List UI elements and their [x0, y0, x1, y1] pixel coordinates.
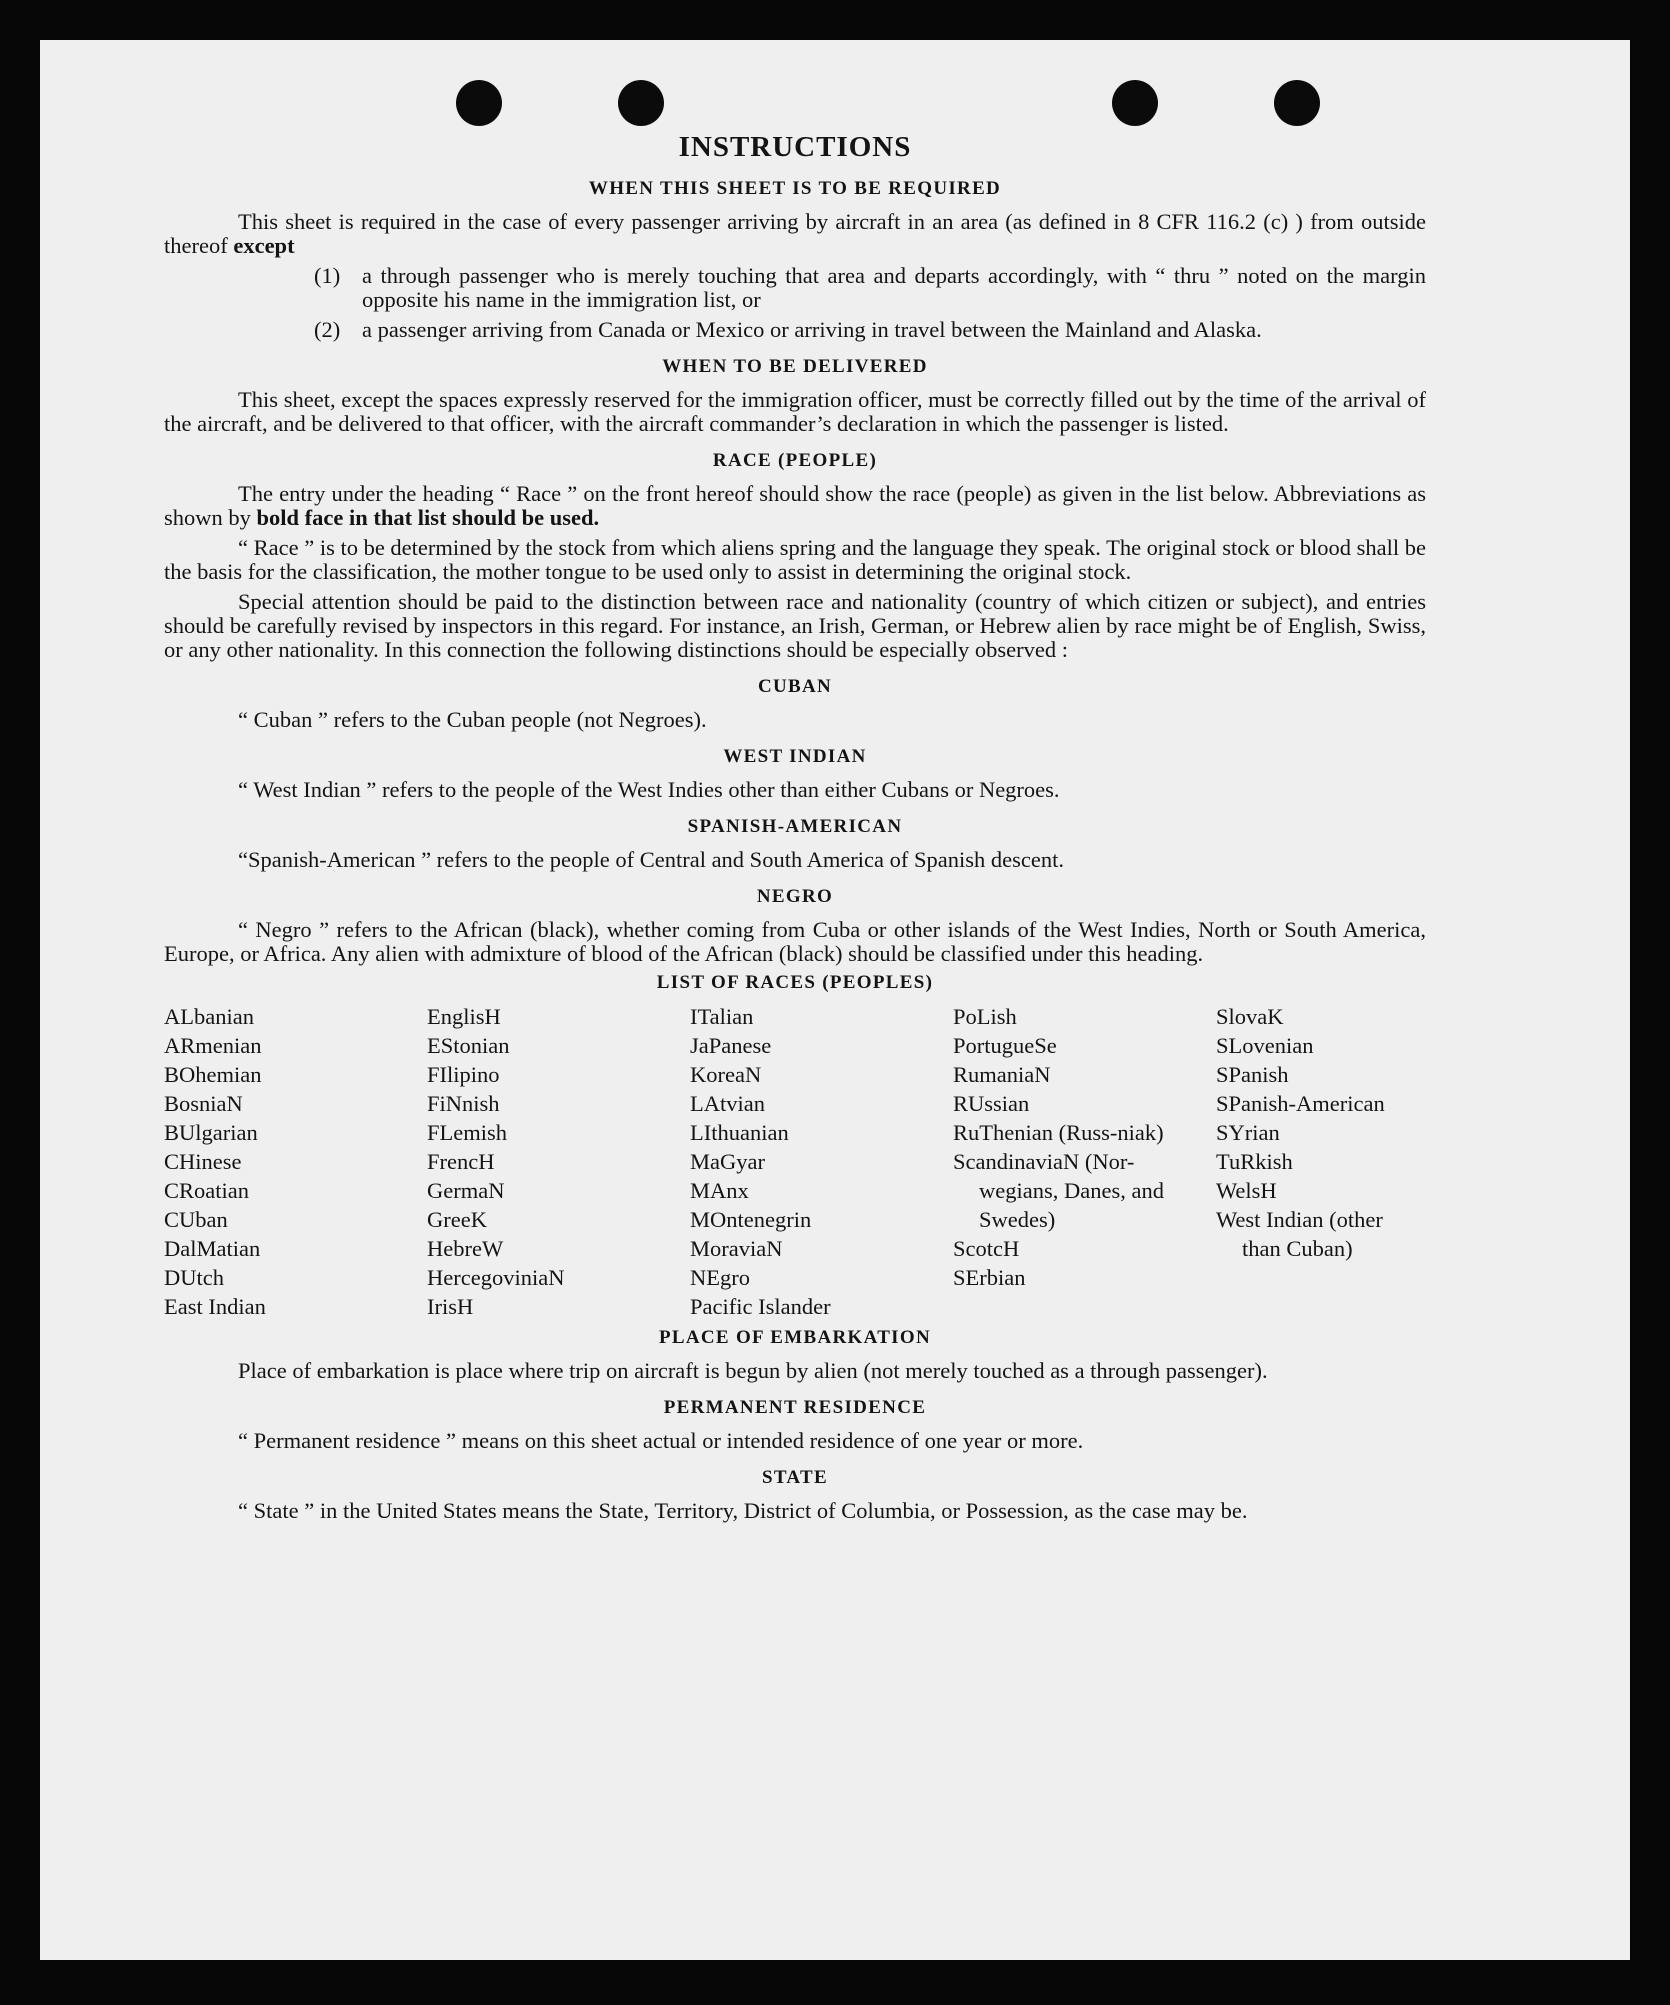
race-entry: DalMatian — [164, 1236, 261, 1261]
heading-when-delivered: WHEN TO BE DELIVERED — [662, 356, 928, 377]
paragraph-when-delivered: This sheet, except the spaces expressly reserved for the immigration officer, must be correctly filled out by the time of the arrival of the aircraft, and be delivered to that officer, with the aircraft commander’s declaration in which the passenger is listed. — [164, 387, 1426, 436]
race-entry: RuThenian (Russ-niak) — [953, 1120, 1164, 1145]
race-entry: SPanish-American — [1216, 1091, 1385, 1116]
punch-hole — [456, 80, 502, 126]
race-entry: SErbian — [953, 1265, 1026, 1290]
race-entry: DUtch — [164, 1265, 224, 1290]
paragraph-text-end: in that list should be used. — [349, 505, 600, 530]
race-entry: ALbanian — [164, 1004, 254, 1029]
item-text: a through passenger who is merely touching that area and departs accordingly, with “ thru ” noted on the margin opposite his name in the immigration list, or — [362, 263, 1426, 312]
races-column — [164, 1002, 392, 1321]
item-number: (1) — [314, 263, 341, 288]
bold-face-text: bold face — [256, 505, 344, 530]
races-column — [1216, 1002, 1426, 1321]
race-entry: East Indian — [164, 1294, 266, 1319]
paragraph-state: “ State ” in the United States means the State, Territory, District of Columbia, or Possession, as the case may be. — [238, 1498, 1248, 1523]
race-entry: MOntenegrin — [690, 1207, 812, 1232]
race-entry: MaGyar — [690, 1149, 765, 1174]
heading-list-of-races: LIST OF RACES (PEOPLES) — [656, 972, 934, 993]
document-content — [164, 130, 1426, 1529]
race-entry: ScandinaviaN (Nor-wegians, Danes, and Swedes) — [953, 1149, 1164, 1232]
list-item — [314, 318, 1426, 342]
paragraph-west-indian: “ West Indian ” refers to the people of the West Indies other than either Cubans or Negroes. — [238, 777, 1060, 802]
race-entry: FrencH — [427, 1149, 495, 1174]
paragraph-race-1 — [164, 482, 1426, 530]
race-entry: MoraviaN — [690, 1236, 783, 1261]
race-entry: ScotcH — [953, 1236, 1020, 1261]
paragraph-when-required — [164, 210, 1426, 258]
race-entry: WelsH — [1216, 1178, 1277, 1203]
punch-hole — [1112, 80, 1158, 126]
bold-except: except — [233, 233, 295, 258]
heading-west-indian: WEST INDIAN — [723, 746, 867, 767]
paragraph-race-3: Special attention should be paid to the distinction between race and nationality (country of which citizen or subject), and entries should be carefully revised by inspectors in this regard. For instance, an Irish, German, or Hebrew alien by race might be of English, Swiss, or any other nationality. In this connection the following distinctions should be especially observed : — [164, 589, 1426, 662]
heading-cuban: CUBAN — [757, 676, 833, 697]
race-entry: EStonian — [427, 1033, 510, 1058]
heading-embarkation: PLACE OF EMBARKATION — [659, 1327, 931, 1348]
paragraph-text: The entry under the heading “ Race ” on the front hereof should show the race (people) as given in the list below. Abbreviations as shown by — [164, 481, 1426, 530]
punch-hole — [618, 80, 664, 126]
race-entry: TuRkish — [1216, 1149, 1293, 1174]
race-entry: GermaN — [427, 1178, 505, 1203]
paragraph-permanent-residence: “ Permanent residence ” means on this sheet actual or intended residence of one year or more. — [238, 1428, 1084, 1453]
race-entry: PortugueSe — [953, 1033, 1057, 1058]
race-entry: SYrian — [1216, 1120, 1280, 1145]
race-entry: BUlgarian — [164, 1120, 258, 1145]
page-title: INSTRUCTIONS — [678, 131, 912, 163]
punch-hole — [1274, 80, 1320, 126]
race-entry: EnglisH — [427, 1004, 501, 1029]
heading-state: STATE — [762, 1467, 828, 1488]
race-entry: PoLish — [953, 1004, 1017, 1029]
item-text: a passenger arriving from Canada or Mexico or arriving in travel between the Mainland and Alaska. — [362, 317, 1262, 342]
race-entry: RUssian — [953, 1091, 1030, 1116]
paragraph-text: This sheet is required in the case of every passenger arriving by aircraft in an area (as defined in 8 CFR 116.2 (c) ) from outside thereof — [164, 209, 1426, 258]
race-entry: BosniaN — [164, 1091, 243, 1116]
race-entry: ARmenian — [164, 1033, 262, 1058]
heading-race: RACE (PEOPLE) — [712, 450, 878, 471]
race-entry: BOhemian — [164, 1062, 262, 1087]
race-entry: SLovenian — [1216, 1033, 1314, 1058]
race-entry: JaPanese — [690, 1033, 772, 1058]
item-number: (2) — [314, 317, 341, 342]
race-entry: HebreW — [427, 1236, 504, 1261]
race-entry: MAnx — [690, 1178, 749, 1203]
heading-permanent-residence: PERMANENT RESIDENCE — [663, 1397, 927, 1418]
races-list — [164, 1002, 1426, 1321]
race-entry: FLemish — [427, 1120, 508, 1145]
race-entry: CRoatian — [164, 1178, 249, 1203]
race-entry: HercegoviniaN — [427, 1265, 565, 1290]
race-entry: CHinese — [164, 1149, 242, 1174]
paragraph-negro: “ Negro ” refers to the African (black), whether coming from Cuba or other islands of the West Indies, North or South America, Europe, or Africa. Any alien with admixture of blood of the African (black) should be classified under this heading. — [164, 917, 1426, 966]
race-entry: SPanish — [1216, 1062, 1289, 1087]
race-entry: West Indian (other than Cuban) — [1216, 1207, 1383, 1261]
races-column — [427, 1002, 655, 1321]
races-column — [690, 1002, 918, 1321]
race-entry: Pacific Islander — [690, 1294, 831, 1319]
race-entry: GreeK — [427, 1207, 487, 1232]
paragraph-race-2: “ Race ” is to be determined by the stock from which aliens spring and the language they speak. The original stock or blood shall be the basis for the classification, the mother tongue to be used only to assist in determining the original stock. — [164, 535, 1427, 584]
race-entry: KoreaN — [690, 1062, 762, 1087]
paragraph-spanish-american: “Spanish-American ” refers to the people of Central and South America of Spanish descent. — [238, 847, 1064, 872]
race-entry: LAtvian — [690, 1091, 765, 1116]
race-entry: FIlipino — [427, 1062, 500, 1087]
race-entry: NEgro — [690, 1265, 750, 1290]
list-item — [314, 264, 1426, 312]
race-entry: CUban — [164, 1207, 228, 1232]
race-entry: FiNnish — [427, 1091, 500, 1116]
race-entry: RumaniaN — [953, 1062, 1051, 1087]
heading-negro: NEGRO — [756, 886, 834, 907]
races-column — [953, 1002, 1181, 1321]
race-entry: ITalian — [690, 1004, 754, 1029]
race-entry: LIthuanian — [690, 1120, 789, 1145]
heading-when-required: WHEN THIS SHEET IS TO BE REQUIRED — [588, 178, 1002, 199]
paragraph-cuban: “ Cuban ” refers to the Cuban people (not Negroes). — [238, 707, 707, 732]
heading-spanish-american: SPANISH-AMERICAN — [687, 816, 903, 837]
race-entry: IrisH — [427, 1294, 474, 1319]
paragraph-embarkation: Place of embarkation is place where trip on aircraft is begun by alien (not merely touched as a through passenger). — [238, 1358, 1268, 1383]
race-entry: SlovaK — [1216, 1004, 1284, 1029]
